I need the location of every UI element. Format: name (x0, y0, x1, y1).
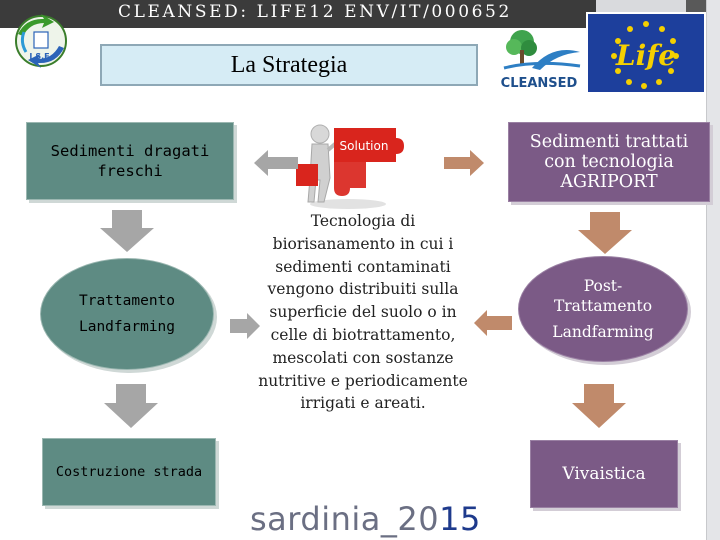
ise-logo (6, 12, 76, 74)
post-treatment-line2: Trattamento (553, 297, 653, 315)
landfarming-treatment-line1: Trattamento (78, 293, 176, 309)
arrow-left-brown-middle (474, 310, 512, 336)
road-construction-box (42, 438, 216, 506)
strategy-title: La Strategia (230, 51, 348, 78)
arrow-left-gray-top (254, 148, 298, 178)
cleansed-logo-text: CLEANSED (500, 76, 578, 91)
ise-logo-text: I.S.E. (29, 52, 53, 61)
sardinia-logo-accent: 15 (439, 500, 481, 538)
fresh-sediments-label: Sedimenti dragati freschi (50, 142, 210, 180)
post-treatment-ellipse (518, 256, 688, 362)
center-description: Tecnologia di biorisanamento in cui i sedimenti contaminati vengono distribuiti sulla superficie del suolo o in celle di biotrattamento, mescolati con sostanze nutritive e periodicamente irrigati e areati. (258, 212, 468, 413)
post-treatment-line1: Post- (583, 277, 623, 295)
project-title: CLEANSED: LIFE12 ENV/IT/000652 (118, 2, 512, 22)
agriport-sediments-label: Sedimenti trattati con tecnologia AGRIPORT (529, 132, 689, 192)
sardinia-logo-main: sardinia_20 (250, 500, 440, 538)
life-eu-logo (586, 12, 706, 94)
arrow-down-brown-2 (572, 384, 626, 428)
arrow-down-gray-1 (100, 210, 154, 252)
solution-label: Solution (339, 139, 389, 153)
landfarming-treatment-ellipse (40, 258, 214, 370)
sardinia-2015-logo (250, 500, 481, 538)
road-construction-label: Costruzione strada (55, 464, 203, 480)
landfarming-treatment-line2: Landfarming (78, 319, 176, 335)
nursery-box (530, 440, 678, 508)
nursery-label: Vivaistica (562, 464, 646, 484)
strategy-title-box (100, 44, 478, 86)
post-treatment-line3: Landfarming (552, 323, 654, 341)
cleansed-logo (496, 24, 582, 94)
solution-puzzle-illustration (278, 104, 428, 212)
arrow-right-gray-middle (230, 312, 260, 340)
fresh-sediments-box (26, 122, 234, 200)
life-logo-text: Life (615, 39, 677, 72)
agriport-sediments-box (508, 122, 710, 202)
right-edge-accent (706, 0, 720, 540)
arrow-right-brown-top (444, 148, 484, 178)
arrow-down-brown-1 (578, 212, 632, 254)
arrow-down-gray-2 (104, 384, 158, 428)
